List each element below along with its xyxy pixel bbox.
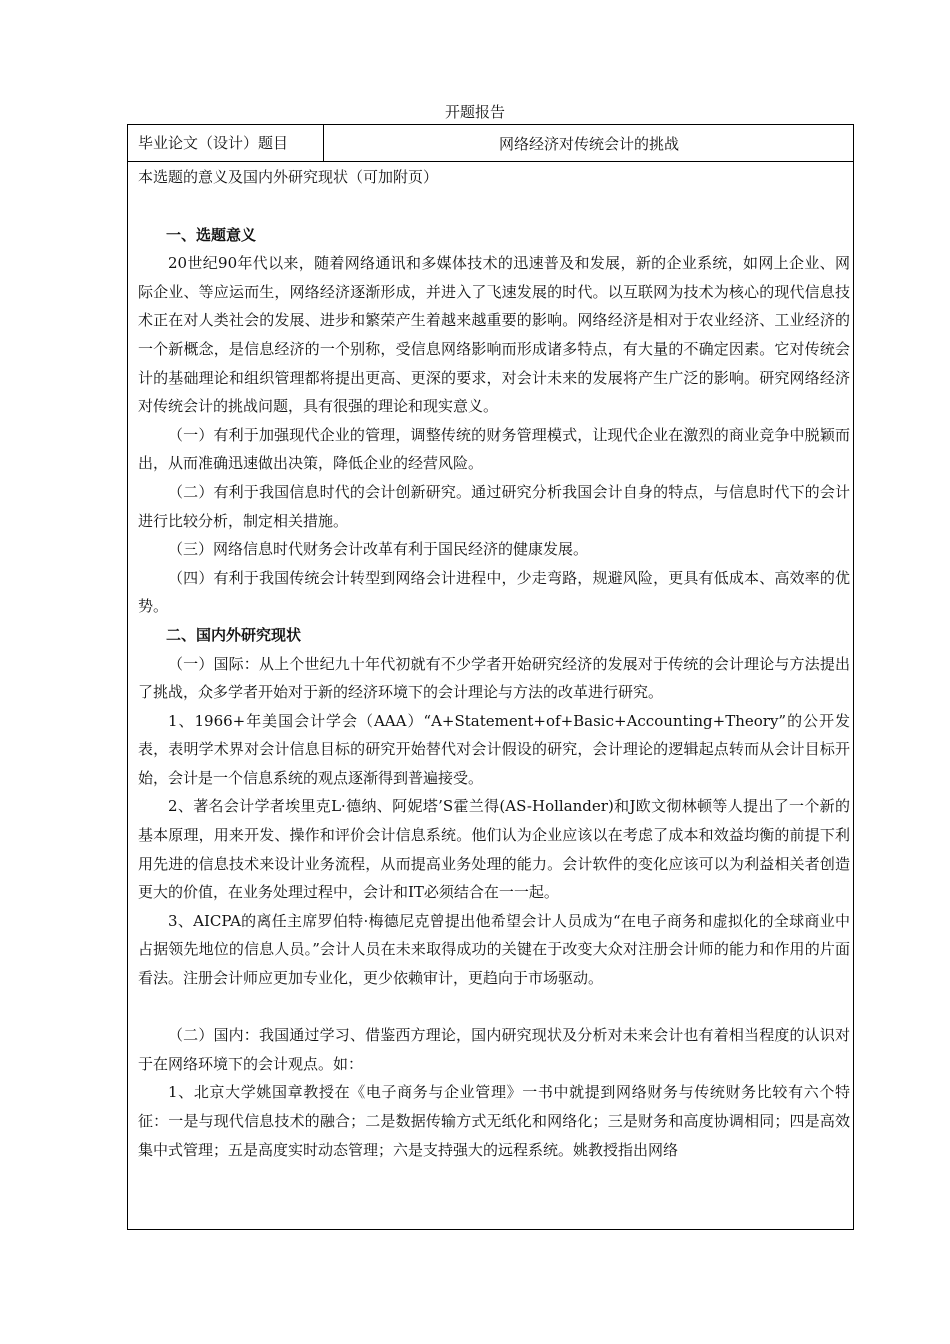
spacer (138, 993, 850, 1022)
thesis-title-value: 网络经济对传统会计的挑战 (498, 135, 679, 153)
section-heading-significance: 一、选题意义 (166, 225, 257, 244)
paragraph: （一）国际：从上个世纪九十年代初就有不少学者开始研究经济的发展对于传统的会计理论与方法提出了挑战，众多学者开始对于新的经济环境下的会计理论与方法的改革进行研究。 (138, 654, 850, 702)
paragraph: 1、北京大学姚国章教授在《电子商务与企业管理》一书中就提到网络财务与传统财务比较有六个特征：一是与现代信息技术的融合；二是数据传输方式无纸化和网络化；三是财务和高度协调相同；四是高效集中式管理；五是高度实时动态管理；六是支持强大的远程系统。姚教授指出网络 (138, 1083, 850, 1159)
thesis-title-label: 毕业论文（设计）题目 (128, 125, 324, 161)
paragraph: 20世纪90年代以来，随着网络通讯和多媒体技术的迅速普及和发展，新的企业系统，如网上企业、网际企业、等应运而生，网络经济逐渐形成，并进入了飞速发展的时代。以互联网为技术为核心的现代信息技术正在对人类社会的发展、进步和繁荣产生着越来越重要的影响。网络经济是相对于农业经济、工业经济的一个新概念，是信息经济的一个别称，受信息网络影响而形成诸多特点，有大量的不确定因素。它对传统会计的基础理论和组织管理都将提出更高、更深的要求，对会计未来的发展将产生广泛的影响。研究网络经济对传统会计的挑战问题，具有很强的理论和现实意义。 (138, 254, 850, 416)
paragraph: （三）网络信息时代财务会计改革有利于国民经济的健康发展。 (168, 540, 589, 559)
section-intro: 本选题的意义及国内外研究现状（可加附页） (138, 168, 439, 186)
paragraph: 2、著名会计学者埃里克L·德纳、阿妮塔’S霍兰得(AS-Hollander)和J欧文彻林顿等人提出了一个新的基本原理，用来开发、操作和评价会计信息系统。他们认为企业应该以在考虑了成本和效益均衡的前提下利用先进的信息技术来设计业务流程，从而提高业务处理的能力。会计软件的变化应该可以为利益相关者创造更大的价值，在业务处理过程中，会计和IT必须结合在一一起。 (138, 797, 850, 902)
thesis-title-row (128, 125, 853, 162)
page-title: 开题报告 (444, 103, 505, 121)
paragraph: （一）有利于加强现代企业的管理，调整传统的财务管理模式，让现代企业在激烈的商业竞争中脱颖而出，从而准确迅速做出决策，降低企业的经营风险。 (138, 425, 850, 473)
paragraph: （二）有利于我国信息时代的会计创新研究。通过研究分析我国会计自身的特点，与信息时代下的会计进行比较分析，制定相关措施。 (138, 482, 850, 530)
report-body (138, 163, 850, 1164)
paragraph: 3、AICPA的离任主席罗伯特·梅德尼克曾提出他希望会计人员成为“在电子商务和虚拟化的全球商业中占据领先地位的信息人员。”会计人员在未来取得成功的关键在于改变大众对注册会计师的能力和作用的片面看法。注册会计师应更加专业化，更少依赖审计，更趋向于市场驱动。 (138, 911, 850, 988)
report-table (127, 124, 854, 1230)
paragraph: 1、1966+年美国会计学会（AAA）“A+Statement+of+Basic+Accounting+Theory”的公开发表，表明学术界对会计信息目标的研究开始替代对会计假设的研究，会计理论的逻辑起点转而从会计目标开始，会计是一个信息系统的观点逐渐得到普遍接受。 (138, 711, 850, 787)
section-heading-research-status: 二、国内外研究现状 (166, 625, 302, 644)
paragraph: （二）国内：我国通过学习、借鉴西方理论，国内研究现状及分析对未来会计也有着相当程度的认识对于在网络环境下的会计观点。如： (138, 1026, 850, 1073)
paragraph: （四）有利于我国传统会计转型到网络会计进程中，少走弯路，规避风险，更具有低成本、高效率的优势。 (138, 568, 850, 616)
